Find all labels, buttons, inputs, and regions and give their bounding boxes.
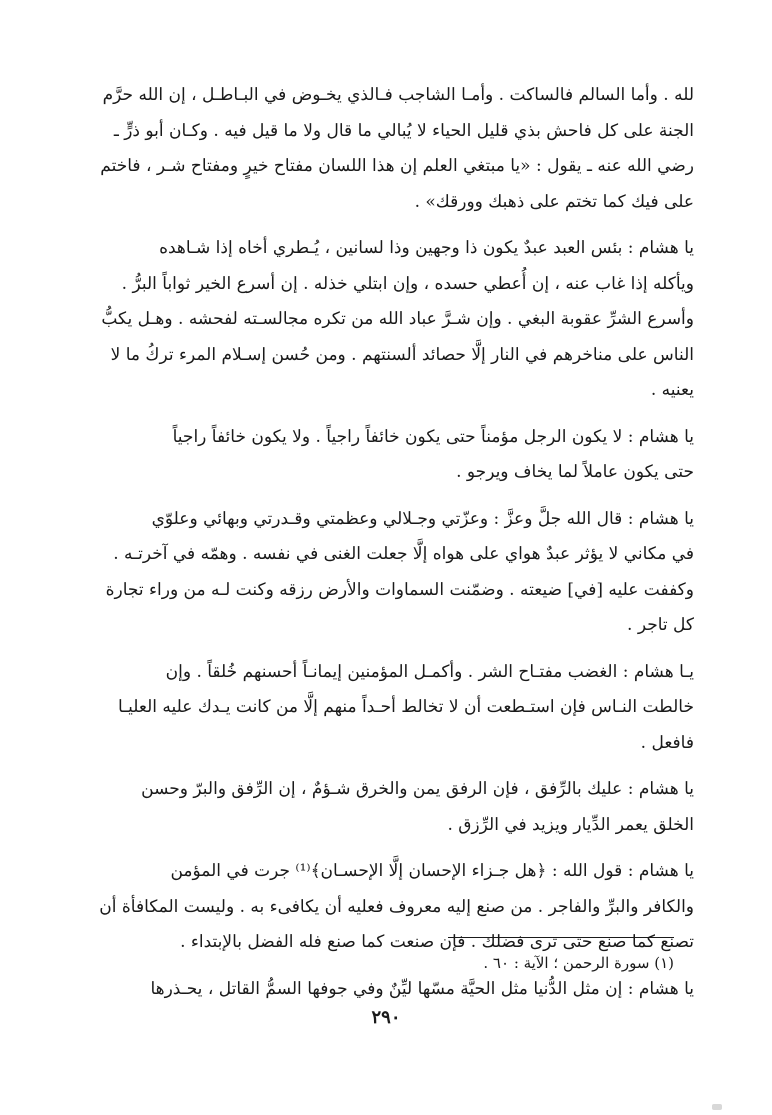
- text-line: في مكاني لا يؤثر عبدٌ هواي على هواه إلَّا جعلت الغنى في نفسه . وهمّه في آخرتـه .: [113, 544, 694, 564]
- text-line: يا هشام : لا يكون الرجل مؤمناً حتى يكون خائفاً راجياً . ولا يكون خائفاً راجياً: [172, 426, 694, 447]
- text-line: يا هشام : قول الله : ﴿هل جـزاء الإحسان إلَّا الإحسـان﴾⁽¹⁾ جرت في المؤمن: [170, 861, 694, 881]
- paragraph-6: [80, 772, 694, 843]
- paragraph-1: [80, 78, 694, 220]
- text-line: الجنة على كل فاحش بذي قليل الحياء لا يُبالي ما قال ولا ما قيل فيه . وكـان أبو ذرٍّ ـ: [113, 120, 694, 141]
- text-line: يا هشام : قال الله جلَّ وعزَّ : وعزّتي وجـلالي وعظمتي وقـدرتي وبهائي وعلوّي: [151, 508, 694, 529]
- text-line: يا هشام : بئس العبد عبدٌ يكون ذا وجهين وذا لسانين ، يُـطري أخاه إذا شـاهده: [159, 238, 694, 258]
- text-line: يا هشام : عليك بالرِّفق ، فإن الرفق يمن والخرق شـؤمٌ ، إن الرِّفق والبرّ وحسن: [141, 779, 694, 799]
- text-line: كل تاجر .: [627, 615, 694, 635]
- page-number: ٢٩٠: [371, 1007, 401, 1028]
- footnote-separator: [448, 937, 674, 938]
- body-text: [80, 78, 694, 1018]
- text-line: وأسرع الشرِّ عقوبة البغي . وإن شـرَّ عباد الله من تكره مجالسـته لفحشه . وهـل يكبُّ: [101, 309, 694, 329]
- text-line: يـا هشام : الغضب مفتـاح الشر . وأكمـل المؤمنين إيمانـاً أحسنهم خُلقاً . وإن: [165, 661, 694, 682]
- text-line: الناس على مناخرهم في النار إلَّا حصائد ألسنتهم . ومن حُسن إسـلام المرء تركُ ما لا: [110, 344, 694, 365]
- text-line: يا هشام : إن مثل الدُّنيا مثل الحيَّة مسّها ليِّنٌ وفي جوفها السمُّ القاتل ، يحـذرها: [150, 978, 694, 999]
- text-line: يعنيه .: [650, 380, 694, 400]
- text-line: فافعل .: [640, 732, 694, 753]
- scan-artifact: [712, 1104, 722, 1110]
- text-line: على فيك كما تختم على ذهبك وورقك» .: [414, 191, 694, 212]
- text-line: تصنع كما صنع حتى ترى فضلك . فإن صنعت كما صنع فله الفضل بالإبتداء .: [180, 932, 694, 952]
- text-line: حتى يكون عاملاً لما يخاف ويرجو .: [456, 462, 694, 482]
- paragraph-2: [80, 231, 694, 409]
- footnote: (١) سورة الرحمن ؛ الآية : ٦٠ .: [483, 954, 674, 972]
- paragraph-5: [80, 655, 694, 762]
- text-line: الخلق يعمر الدِّيار ويزيد في الرِّزق .: [447, 814, 694, 835]
- paragraph-4: [80, 502, 694, 644]
- paragraph-3: [80, 420, 694, 491]
- paragraph-8: [80, 972, 694, 1008]
- text-line: وكففت عليه [في] ضيعته . وضمّنت السماوات والأرض رزقه وكنت لـه من وراء تجارة: [105, 579, 694, 600]
- text-line: رضي الله عنه ـ يقول : «يا مبتغي العلم إن هذا اللسان مفتاح خيرٍ ومفتاح شـر ، فاختم: [100, 156, 694, 176]
- paragraph-7: [80, 854, 694, 961]
- text-line: خالطت النـاس فإن استـطعت أن لا تخالط أحـداً منهم إلَّا من كانت يـدك عليه العليـا: [117, 697, 694, 717]
- text-line: ويأكله إذا غاب عنه ، إن أُعطي حسده ، وإن ابتلي خذله . إن أسرع الخير ثواباً البرُّ .: [121, 273, 694, 294]
- text-line: لله . وأما السالم فالساكت . وأمـا الشاجب فـالذي يخـوض في البـاطـل ، إن الله حرَّم: [102, 85, 694, 105]
- text-line: والكافر والبرِّ والفاجر . من صنع إليه معروف فعليه أن يكافىء به . وليست المكافأة أن: [99, 896, 694, 917]
